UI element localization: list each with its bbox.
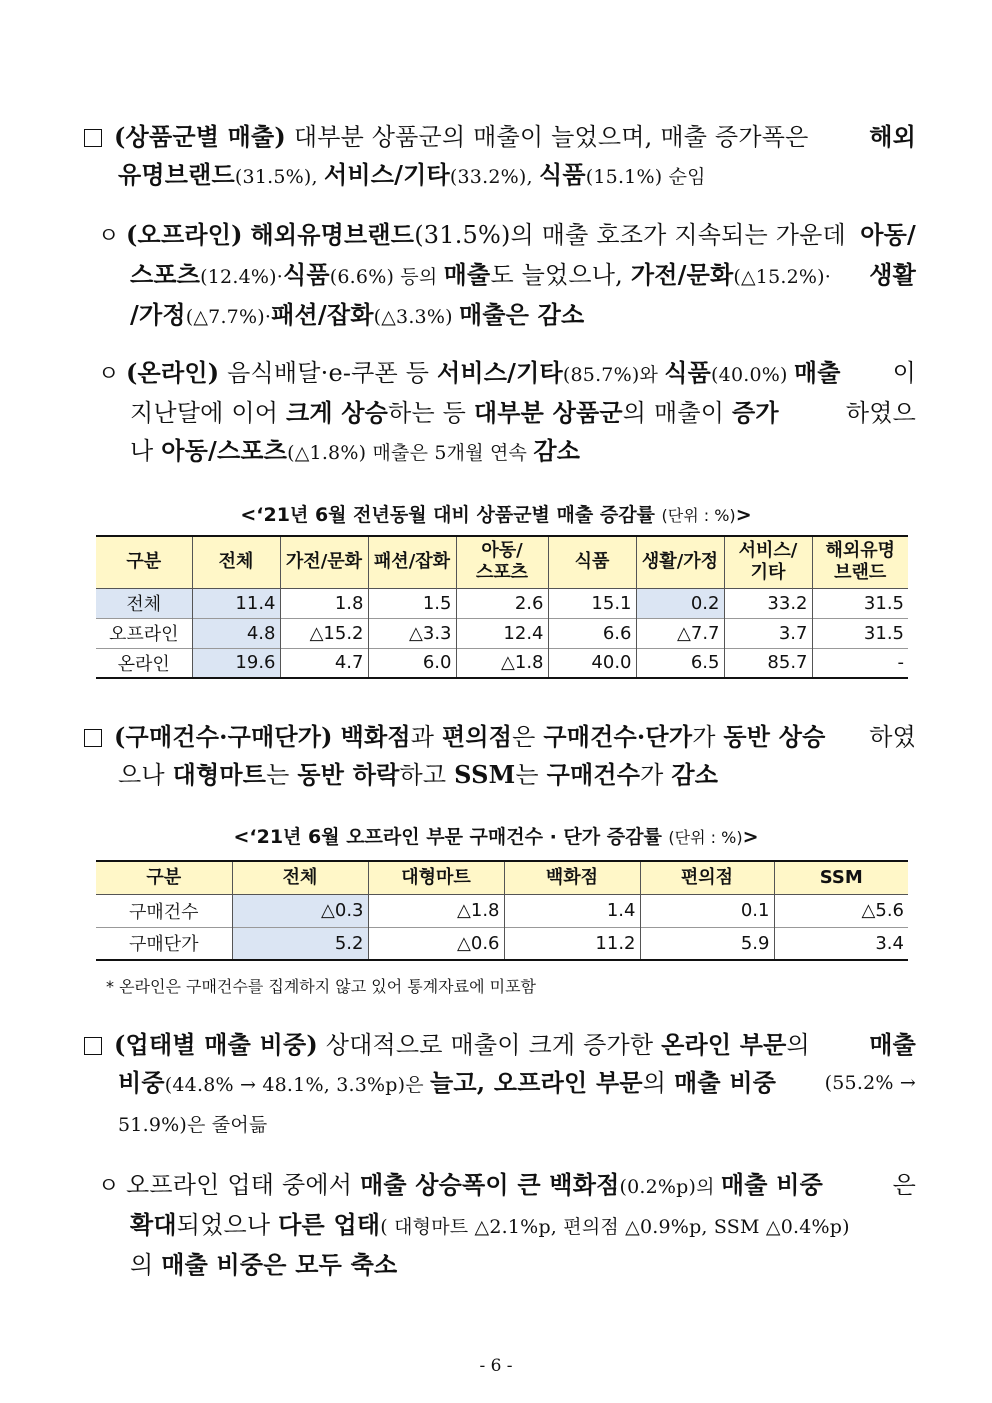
column-header: 편의점 <box>640 861 774 894</box>
column-header: 구분 <box>96 536 192 588</box>
circle-bullet-icon: ㅇ <box>98 224 120 249</box>
table-cell: 5.2 <box>232 927 368 960</box>
table-cell: 2.6 <box>456 588 548 618</box>
column-header: 해외유명 브랜드 <box>812 536 908 588</box>
table2-caption: <‘21년 6월 오프라인 부문 구매건수 · 단가 증감률 (단위 : %)> <box>233 826 759 848</box>
circle-bullet-icon: ㅇ <box>98 1174 120 1199</box>
table-cell: 1.8 <box>280 588 368 618</box>
table-cell: 11.2 <box>504 927 640 960</box>
table-row <box>96 618 908 648</box>
table-row <box>96 648 908 678</box>
table-cell: △15.2 <box>280 618 368 648</box>
circle-bullet-icon: ㅇ <box>98 362 120 387</box>
page-number: - 6 - <box>479 1356 513 1376</box>
row-label: 오프라인 <box>96 618 192 648</box>
column-header: 생활/가정 <box>636 536 724 588</box>
subsection-online: ㅇ (온라인) 음식배달·e-쿠폰 등 서비스/기타(85.7%)와 식품(40.0%) 매출 이 지난달에 이어 크게 상승하는 등 대부분 상품군의 매출이 증가 하였으 나 아동/스포츠(△1.8%) 매출은 5개월 연속 감소 <box>98 358 916 465</box>
table-cell: △1.8 <box>368 894 504 927</box>
table-cell: 19.6 <box>192 648 280 678</box>
row-label: 온라인 <box>96 648 192 678</box>
table-cell: 4.8 <box>192 618 280 648</box>
table-cell: △7.7 <box>636 618 724 648</box>
table-cell: 15.1 <box>548 588 636 618</box>
table-cell: 11.4 <box>192 588 280 618</box>
table-cell: 33.2 <box>724 588 812 618</box>
table-row <box>96 588 908 618</box>
table-cell: 3.7 <box>724 618 812 648</box>
table-cell: △0.3 <box>232 894 368 927</box>
column-header: 서비스/ 기타 <box>724 536 812 588</box>
heading: (구매건수·구매단가) <box>114 722 333 751</box>
heading: (업태별 매출 비중) <box>114 1030 318 1059</box>
column-header: 전체 <box>232 861 368 894</box>
column-header: 아동/ 스포츠 <box>456 536 548 588</box>
column-header: 패션/잡화 <box>368 536 456 588</box>
section-sales-by-category: (상품군별 매출) 대부분 상품군의 매출이 늘었으며, 매출 증가폭은 해외 유명브랜드(31.5%), 서비스/기타(33.2%), 식품(15.1%) 순임 <box>84 118 916 196</box>
purchase-growth-table <box>96 860 908 961</box>
column-header: 식품 <box>548 536 636 588</box>
row-label: 구매단가 <box>96 927 232 960</box>
section-purchase-count-price: (구매건수·구매단가) 백화점과 편의점은 구매건수·단가가 동반 상승 하였 으나 대형마트는 동반 하락하고 SSM는 구매건수가 감소 <box>84 718 916 794</box>
subsection-offline: ㅇ (오프라인) 해외유명브랜드(31.5%)의 매출 호조가 지속되는 가운데 아동/ 스포츠(12.4%)·식품(6.6%) 등의 매출도 늘었으나, 가전/문화(△15.2%)· 생활 /가정(△7.7%)·패션/잡화(△3.3%) 매출은 감소 <box>98 220 916 329</box>
table-cell: △3.3 <box>368 618 456 648</box>
table-cell: 6.0 <box>368 648 456 678</box>
column-header: 대형마트 <box>368 861 504 894</box>
table-cell: 40.0 <box>548 648 636 678</box>
square-bullet-icon <box>84 129 102 147</box>
table-cell: △1.8 <box>456 648 548 678</box>
sales-growth-table <box>96 535 908 679</box>
heading: (상품군별 매출) <box>114 122 286 151</box>
column-header: 전체 <box>192 536 280 588</box>
table-cell: 0.2 <box>636 588 724 618</box>
table-cell: 1.5 <box>368 588 456 618</box>
table-row <box>96 927 908 960</box>
subsection-offline-share: ㅇ 오프라인 업태 중에서 매출 상승폭이 큰 백화점(0.2%p)의 매출 비중 은 확대되었으나 다른 업태( 대형마트 △2.1%p, 편의점 △0.9%p, SSM △0.4%p) 의 매출 비중은 모두 축소 <box>98 1170 916 1279</box>
table-cell: 4.7 <box>280 648 368 678</box>
table-footnote: * 온라인은 구매건수를 집계하지 않고 있어 통계자료에 미포함 <box>106 977 537 996</box>
table-cell: 6.6 <box>548 618 636 648</box>
square-bullet-icon <box>84 729 102 747</box>
table-cell: 12.4 <box>456 618 548 648</box>
row-label: 전체 <box>96 588 192 618</box>
table-cell: 0.1 <box>640 894 774 927</box>
table-cell: △5.6 <box>774 894 908 927</box>
column-header: 가전/문화 <box>280 536 368 588</box>
column-header: 백화점 <box>504 861 640 894</box>
table-cell: 3.4 <box>774 927 908 960</box>
table-cell: △0.6 <box>368 927 504 960</box>
table-cell: 5.9 <box>640 927 774 960</box>
table-cell: 1.4 <box>504 894 640 927</box>
row-label: 구매건수 <box>96 894 232 927</box>
square-bullet-icon <box>84 1037 102 1055</box>
section-sales-share-by-format: (업태별 매출 비중) 상대적으로 매출이 크게 증가한 온라인 부문의 매출 비중(44.8% → 48.1%, 3.3%p)은 늘고, 오프라인 부문의 매출 비중 (55.2% → 51.9%)은 줄어듦 <box>84 1026 916 1144</box>
table-row <box>96 894 908 927</box>
table-cell: 31.5 <box>812 588 908 618</box>
column-header: SSM <box>774 861 908 894</box>
table1-caption: <‘21년 6월 전년동월 대비 상품군별 매출 증감률 (단위 : %)> <box>240 504 752 526</box>
table-cell: - <box>812 648 908 678</box>
table-cell: 85.7 <box>724 648 812 678</box>
table-cell: 6.5 <box>636 648 724 678</box>
table-cell: 31.5 <box>812 618 908 648</box>
column-header: 구분 <box>96 861 232 894</box>
